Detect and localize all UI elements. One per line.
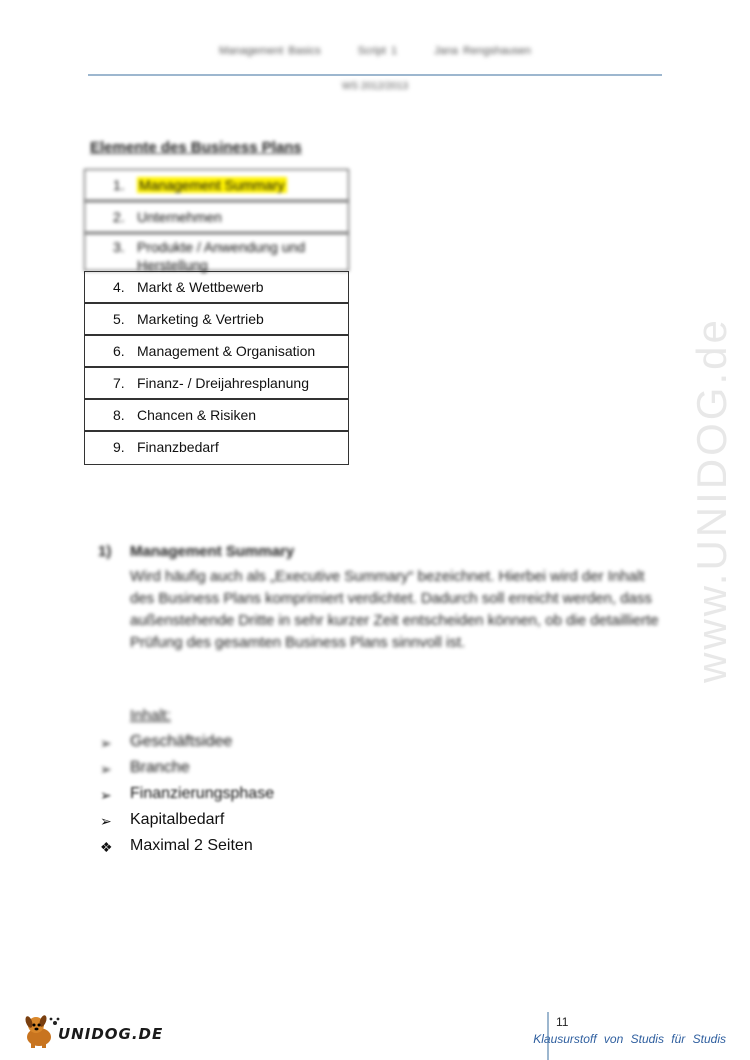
dog-mascot-icon (22, 1013, 60, 1049)
watermark: www.UNIDOG.de (688, 317, 735, 683)
arrow-bullet-icon: ➢ (100, 735, 112, 751)
toc-row (84, 335, 349, 367)
toc-num: 9. (113, 439, 125, 455)
section-body: Wird häufig auch als „Executive Summary“ bezeichnet. Hierbei wird der Inhalt des Business Plans komprimiert verdichtet. Dadurch soll erreicht werden, dass außenstehende Dritte in sehr kurzer Zeit entscheiden können, ob die detaillierte Prüfung des gesamten Business Plans sinnvoll ist. (130, 568, 659, 651)
toc-num: 6. (113, 343, 125, 359)
unidog-logo[interactable] (22, 1013, 164, 1049)
arrow-bullet-icon: ➢ (100, 813, 112, 829)
toc-num: 2. (113, 209, 125, 225)
section-number: 1) (98, 543, 112, 560)
arrow-bullet-icon: ➢ (100, 787, 112, 803)
header-divider (88, 74, 662, 76)
page-number: 11 (556, 1015, 569, 1029)
inhalt-label: Inhalt: (130, 707, 171, 724)
toc-title: Elemente des Business Plans (90, 139, 302, 156)
toc-row (84, 367, 349, 399)
toc-label: Marketing & Vertrieb (137, 311, 264, 327)
toc-row (84, 271, 349, 303)
toc-row (84, 303, 349, 335)
header-meta (0, 45, 750, 57)
footer-tagline: Klausurstoff von Studis für Studis (533, 1032, 726, 1046)
toc-label: Produkte / Anwendung und (137, 239, 306, 255)
toc-num: 3. (113, 239, 125, 255)
arrow-bullet-icon: ➢ (100, 761, 112, 777)
header-author: Jana Rengshausen (434, 45, 531, 57)
logo-text: UNIDOG.DE (58, 1025, 164, 1043)
toc-row (84, 233, 349, 271)
toc-num: 8. (113, 407, 125, 423)
section-heading (98, 543, 678, 560)
list-item-text: Branche (130, 759, 190, 776)
list-item-text: Kapitalbedarf (130, 811, 225, 828)
toc-row (84, 431, 349, 465)
toc-num: 1. (113, 177, 125, 193)
toc-label: Management & Organisation (137, 343, 316, 359)
toc-label: Finanzbedarf (137, 439, 219, 455)
toc-label-highlighted: Management Summary (139, 177, 285, 193)
toc-label: Finanz- / Dreijahresplanung (137, 375, 309, 391)
header-script: Script 1 (357, 45, 398, 57)
header-semester: WS 2012/2013 (341, 81, 409, 92)
diamond-bullet-icon: ❖ (100, 839, 113, 855)
toc-table (84, 169, 349, 465)
toc-label-continued: Herstellung (137, 257, 208, 273)
header-course: Management Basics (219, 45, 321, 57)
toc-row (84, 201, 349, 233)
toc-row (84, 169, 349, 201)
toc-num: 7. (113, 375, 125, 391)
section-title: Management Summary (130, 543, 295, 560)
list-item-text: Finanzierungsphase (130, 785, 275, 802)
toc-label: Markt & Wettbewerb (137, 279, 264, 295)
toc-num: 5. (113, 311, 125, 327)
toc-label: Chancen & Risiken (137, 407, 257, 423)
list-item-text: Geschäftsidee (130, 733, 233, 750)
toc-label: Unternehmen (137, 209, 222, 225)
toc-num: 4. (113, 279, 125, 295)
toc-row (84, 399, 349, 431)
list-item-text: Maximal 2 Seiten (130, 837, 253, 854)
section-management-summary (98, 543, 678, 654)
